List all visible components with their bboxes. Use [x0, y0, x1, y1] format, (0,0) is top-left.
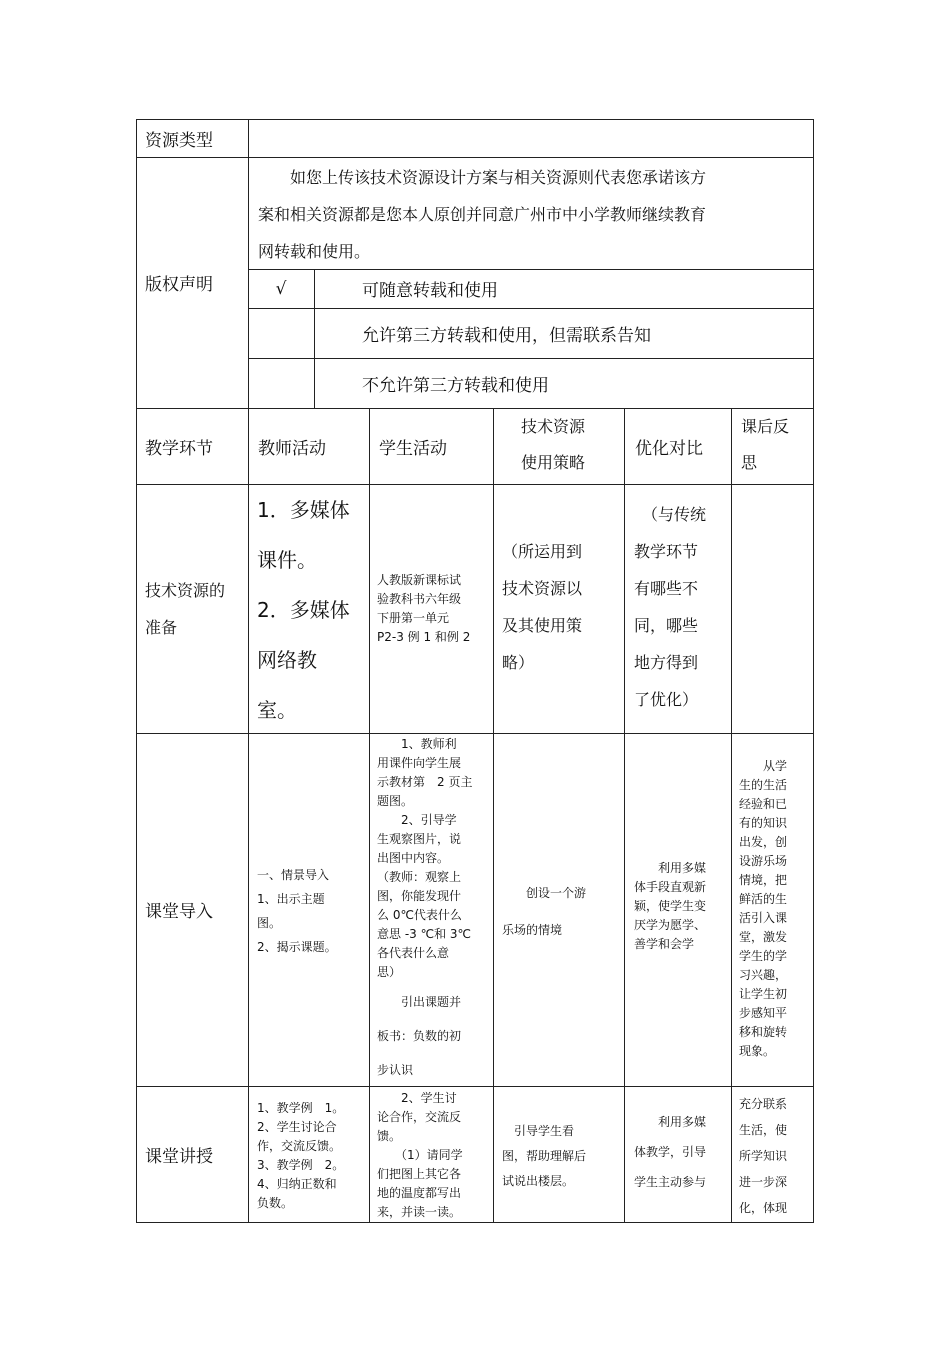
row-teacher: 1．多媒体 课件。 2．多媒体 网络教 室。 [257, 498, 350, 722]
row-teacher: 一、情景导入 1、出示主题 图。 2、揭示课题。 [257, 868, 337, 954]
row-stage: 技术资源的 准备 [145, 580, 226, 637]
resource-type-value [258, 119, 808, 157]
table-rule [369, 408, 370, 1223]
row-compare: 利用多媒 体手段直观新 颖，使学生变 厌学为愿学、 善学和会学 [634, 861, 707, 951]
row-reflect: 充分联系 生活，使 所学知识 进一步深 化，体现 [739, 1097, 788, 1215]
resource-type-label: 资源类型 [145, 130, 213, 151]
row-student: 2、学生讨 论合作，交流反 馈。 （1）请同学 们把图上其它各 地的温度都写出 来，并读一读。 [377, 1091, 463, 1219]
table-rule [136, 119, 137, 1223]
row-student: 1、教师利 用课件向学生展 示教材第 2 页主 题图。 2、引导学 生观察图片，说 出图中内容。 （教师：观察上 图，你能发现什 么 0℃代表什么 意思 -3 ℃和 3℃ 各代表什么意 思） [377, 737, 473, 979]
header-teacher: 教师活动 [258, 438, 326, 459]
row-reflect: 从学 生的生活 经验和已 有的知识 出发，创 设游乐场 情境，把 鲜活的生 活引入课 堂，激发 学生的学 习兴趣， 让学生初 步感知平 移和旋转 现象。 [739, 759, 788, 1058]
row-student: 人教版新课标试 验教科书六年级 下册第一单元 P2-3 例 1 和例 2 [377, 572, 471, 644]
row-stage: 课堂导入 [145, 902, 213, 922]
table-rule [493, 408, 494, 1223]
row-student-extra: 引出课题并 板书：负数的初 步认识 [377, 995, 462, 1077]
option-checkmark [248, 358, 314, 408]
table-rule [136, 1222, 814, 1223]
header-stage: 教学环节 [145, 438, 213, 459]
row-tech: 引导学生看 图，帮助理解后 试说出楼层。 [502, 1124, 587, 1188]
row-tech: （所运用到 技术资源以 及其使用策 略） [502, 542, 583, 672]
option-free-use: 可随意转载和使用 [362, 281, 498, 301]
header-reflect: 课后反 思 [741, 417, 790, 472]
option-no-use: 不允许第三方转载和使用 [362, 375, 549, 396]
header-student: 学生活动 [379, 438, 447, 459]
copyright-statement: 如您上传该技术资源设计方案与相关资源则代表您承诺该方 案和相关资源都是您本人原创并同意广州市中小学教师继续教育 网转载和使用。 [258, 168, 707, 261]
table-rule [624, 408, 625, 1223]
table-rule [813, 119, 814, 1223]
row-reflect [740, 496, 812, 726]
option-checkmark: √ [275, 278, 287, 299]
row-compare: （与传统 教学环节 有哪些不 同，哪些 地方得到 了优化） [634, 505, 707, 709]
copyright-label: 版权声明 [145, 275, 213, 295]
table-rule [731, 408, 732, 1223]
table-rule [314, 269, 315, 409]
header-tech: 技术资源 使用策略 [521, 417, 586, 472]
lesson-plan-table [136, 119, 814, 1223]
option-notify-use: 允许第三方转载和使用，但需联系告知 [362, 325, 651, 346]
row-stage: 课堂讲授 [145, 1146, 213, 1167]
option-checkmark [248, 308, 314, 358]
row-tech: 创设一个游 乐场的情境 [502, 886, 587, 937]
row-compare: 利用多媒 体教学，引导 学生主动参与 [634, 1115, 707, 1189]
header-compare: 优化对比 [635, 438, 703, 459]
row-teacher: 1、教学例 1。 2、学生讨论合 作，交流反馈。 3、教学例 2。 4、归纳正数和 负数。 [257, 1101, 345, 1210]
